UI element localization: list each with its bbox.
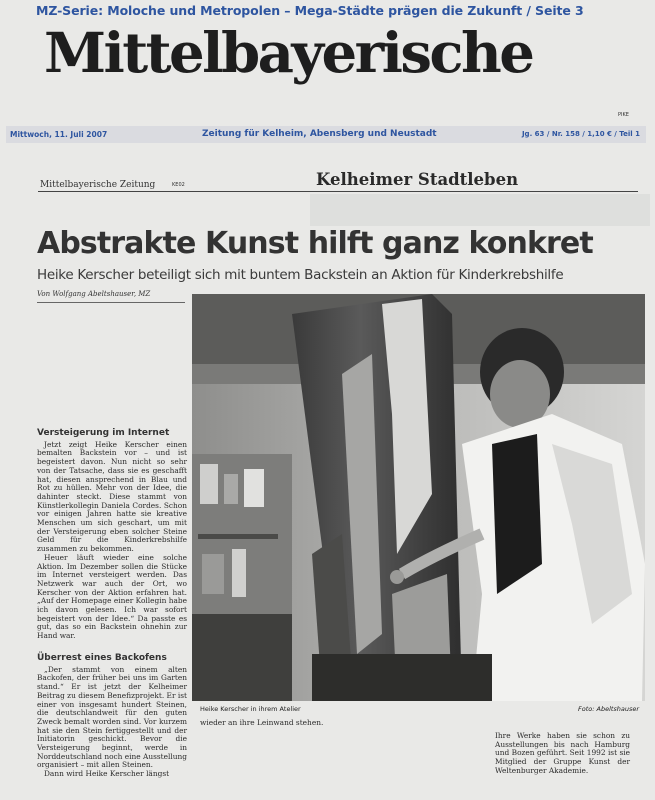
article-paragraph: Ihre Werke haben sie schon zu Ausstellungen bis nach Hamburg und Bozen geführt. Seit 1992 ist sie Mitglied der Gruppe Kunst der Weltenburger Akademie. xyxy=(495,731,630,775)
article-right-column xyxy=(495,732,630,776)
continued-text: wieder an ihre Leinwand stehen. xyxy=(200,718,324,727)
article-paragraph: Dann wird Heike Kerscher längst xyxy=(44,769,170,779)
article-paragraph: Jetzt zeigt Heike Kerscher einen bemalten Backstein vor – und ist begeistert davon. Nun nicht so sehr von der Tatsache, dass sie es geschafft hat, diesen ansprechend in Blau und Rot zu hüllen. Mehr von der Idee, die dahinter steckt. Diese stammt von Künstlerkollegin Daniela Cordes. Schon vor einigen Jahren hatte sie kreative Menschen um sich geschart, um mit der Versteigerung eben solcher Steine Geld für die Kinderkrebshilfe zusammen zu bekommen. xyxy=(37,439,187,554)
photo-caption: Heike Kerscher in ihrem Atelier xyxy=(200,705,301,713)
byline-rule xyxy=(37,302,185,303)
pike-mark: PIKE xyxy=(618,112,629,118)
masthead-info-bar xyxy=(6,126,646,143)
header-rule xyxy=(38,191,638,192)
page-code: KE02 xyxy=(172,182,185,188)
issue-date: Mittwoch, 11. Juli 2007 xyxy=(10,130,108,139)
article-subheadline: Heike Kerscher beteiligt sich mit buntem Backstein an Aktion für Kinderkrebshilfe xyxy=(37,267,564,283)
series-teaser[interactable]: MZ-Serie: Moloche und Metropolen – Mega-Städte prägen die Zukunft / Seite 3 xyxy=(36,3,584,18)
article-headline[interactable]: Abstrakte Kunst hilft ganz konkret xyxy=(37,226,593,261)
section-title: Kelheimer Stadtleben xyxy=(316,170,519,189)
print-ghost-area xyxy=(310,194,650,226)
article-column-part1 xyxy=(37,429,187,641)
section-heading-backofen: Überrest eines Backofens xyxy=(37,653,167,663)
section-heading-versteigerung: Versteigerung im Internet xyxy=(37,428,170,438)
article-column-part2 xyxy=(37,654,187,779)
newspaper-subtitle: Zeitung für Kelheim, Abensberg und Neustadt xyxy=(202,129,437,139)
article-photo xyxy=(192,294,645,701)
article-paragraph: „Der stammt von einem alten Backofen, der früher bei uns im Garten stand.“ Er ist jetzt der Kelheimer Beitrag zu diesem Benefizprojekt. Er ist einer von insgesamt hundert Steinen, die deutschlandweit für den guten Zweck bemalt worden sind. Vor kurzem hat sie den Stein fertiggestellt und der Initiatorin geschickt. Bevor die Versteigerung beginnt, werde in Norddeutschland noch eine Ausstellung organisiert – mit allen Steinen. xyxy=(37,664,187,770)
newspaper-masthead-title: Mittelbayerische xyxy=(44,20,533,85)
paper-name: Mittelbayerische Zeitung xyxy=(40,180,156,190)
issue-number: Jg. 63 / Nr. 158 / 1,10 € / Teil 1 xyxy=(521,130,640,138)
photo-credit: Foto: Abeltshauser xyxy=(578,705,640,713)
article-paragraph: Heuer läuft wieder eine solche Aktion. Im Dezember sollen die Stücke im Internet versteigert werden. Das Netzwerk war auch der Ort, wo Kerscher von der Aktion erfahren hat. „Auf der Homepage einer Kollegin habe ich davon gelesen. Ich war sofort begeistert von der Idee.“ Da passte es gut, das so ein Backstein ohnehin zur Hand war. xyxy=(37,552,187,641)
article-byline: Von Wolfgang Abeltshauser, MZ xyxy=(37,290,151,298)
